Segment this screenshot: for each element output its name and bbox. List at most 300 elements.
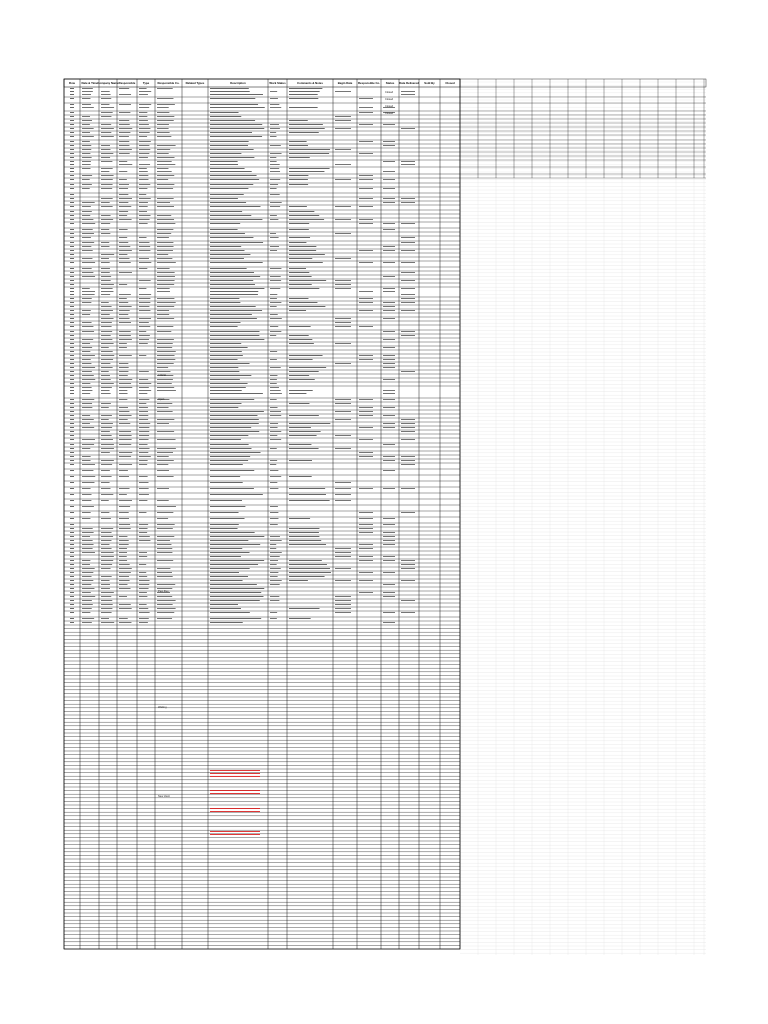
cell-glyphs [70, 223, 74, 224]
cell-glyphs [270, 476, 281, 477]
cell-glyphs [383, 393, 395, 394]
cell-glyphs [289, 415, 319, 416]
cell-glyphs [70, 600, 74, 601]
cell-glyphs [270, 179, 280, 180]
cell-glyphs [157, 242, 173, 243]
cell-glyphs [139, 488, 149, 489]
cell-glyphs [289, 262, 323, 263]
cell-glyphs [101, 128, 114, 129]
cell-glyphs [101, 168, 113, 169]
cell-glyphs [82, 540, 93, 541]
cell-glyphs [359, 399, 373, 400]
cell-glyphs [289, 608, 319, 609]
cell-glyphs [119, 339, 132, 340]
cell-glyphs [210, 120, 255, 121]
cell-glyphs [270, 132, 276, 133]
cell-glyphs [101, 314, 110, 315]
cell-glyphs [401, 600, 415, 601]
cell-glyphs [101, 233, 110, 234]
cell-glyphs [70, 141, 74, 142]
cell-glyphs [70, 326, 74, 327]
cell-glyphs [70, 403, 74, 404]
cell-glyphs [101, 254, 114, 255]
cell-glyphs [82, 379, 95, 380]
cell-glyphs [82, 584, 91, 585]
cell-glyphs [101, 532, 112, 533]
cell-glyphs [139, 423, 150, 424]
cell-glyphs [383, 596, 395, 597]
cell-glyphs [82, 383, 90, 384]
cell-glyphs [101, 107, 114, 108]
cell-glyphs [119, 141, 129, 142]
cell-glyphs [119, 284, 127, 285]
cell-glyphs [70, 294, 74, 295]
cell-glyphs [401, 331, 415, 332]
cell-glyphs [270, 540, 282, 541]
cell-glyphs [119, 411, 129, 412]
cell-glyphs [289, 206, 307, 207]
cell-glyphs [383, 444, 395, 445]
cell-glyphs [210, 298, 239, 299]
cell-glyphs [210, 250, 244, 251]
cell-glyphs [119, 407, 128, 408]
cell-glyphs [157, 343, 173, 344]
cell-glyphs [70, 494, 74, 495]
cell-glyphs [289, 145, 308, 146]
cell-glyphs [82, 291, 95, 292]
cell-label: Closed [385, 98, 394, 101]
cell-glyphs [157, 112, 169, 113]
cell-glyphs [119, 379, 132, 380]
cell-glyphs [270, 584, 280, 585]
cell-glyphs [157, 136, 171, 137]
cell-glyphs [210, 592, 261, 593]
cell-glyphs [210, 211, 242, 212]
cell-glyphs [101, 262, 110, 263]
cell-glyphs [289, 371, 319, 372]
cell-glyphs [70, 564, 74, 565]
cell-glyphs [70, 383, 74, 384]
cell-glyphs [82, 580, 93, 581]
cell-glyphs [101, 596, 111, 597]
cell-glyphs [359, 223, 373, 224]
cell-glyphs [289, 246, 316, 247]
cell-glyphs [70, 452, 74, 453]
cell-glyphs [70, 351, 74, 352]
cell-glyphs [139, 326, 150, 327]
cell-glyphs [210, 161, 238, 162]
cell-glyphs [139, 164, 150, 165]
cell-glyphs [270, 399, 277, 400]
cell-glyphs [157, 584, 175, 585]
cell-glyphs [82, 331, 94, 332]
cell-glyphs [139, 145, 149, 146]
cell-glyphs [401, 456, 415, 457]
cell-label: Closed [385, 105, 394, 108]
cell-glyphs [335, 318, 351, 319]
cell-glyphs [383, 262, 395, 263]
cell-glyphs [70, 524, 74, 525]
cell-glyphs [70, 335, 74, 336]
cell-glyphs [157, 608, 176, 609]
cell-glyphs [119, 528, 131, 529]
cell-glyphs [82, 596, 95, 597]
cell-glyphs [270, 124, 279, 125]
cell-glyphs [119, 470, 128, 471]
column-header: Begin Date [337, 81, 353, 85]
cell-glyphs [70, 194, 74, 195]
cell-glyphs [210, 608, 241, 609]
cell-glyphs [70, 302, 74, 303]
cell-glyphs [139, 262, 151, 263]
cell-glyphs [289, 540, 321, 541]
cell-glyphs [70, 254, 74, 255]
cell-glyphs [289, 431, 321, 432]
cell-glyphs [289, 379, 315, 380]
cell-glyphs [289, 120, 308, 121]
cell-glyphs [101, 284, 114, 285]
cell-glyphs [139, 618, 149, 619]
cell-glyphs [383, 622, 395, 623]
cell-glyphs [383, 544, 395, 545]
cell-glyphs [289, 532, 319, 533]
cell-glyphs [210, 229, 238, 230]
cell-glyphs [210, 233, 245, 234]
cell-glyphs [119, 229, 128, 230]
column-header: Responsible [118, 81, 136, 85]
column-header: Responsible Co. [358, 81, 380, 85]
cell-glyphs [139, 528, 148, 529]
cell-glyphs [335, 552, 351, 553]
highlight-glyphs [210, 790, 260, 791]
cell-glyphs [101, 367, 113, 368]
cell-glyphs [270, 482, 277, 483]
cell-glyphs [70, 488, 74, 489]
cell-glyphs [119, 518, 129, 519]
cell-glyphs [383, 339, 395, 340]
cell-glyphs [139, 211, 147, 212]
cell-glyphs [82, 124, 90, 125]
column-header: Responsible Co. [157, 81, 180, 85]
cell-glyphs [82, 262, 95, 263]
cell-glyphs [157, 528, 173, 529]
cell-glyphs [70, 184, 74, 185]
cell-glyphs [139, 500, 147, 501]
cell-glyphs [70, 379, 74, 380]
cell-glyphs [70, 310, 74, 311]
cell-glyphs [289, 280, 326, 281]
cell-glyphs [210, 223, 240, 224]
cell-glyphs [101, 518, 111, 519]
cell-glyphs [101, 339, 112, 340]
cell-glyphs [101, 452, 110, 453]
cell-glyphs [210, 326, 238, 327]
cell-glyphs [270, 164, 280, 165]
cell-glyphs [401, 288, 415, 289]
cell-glyphs [139, 411, 148, 412]
cell-glyphs [157, 104, 175, 105]
cell-glyphs [210, 284, 255, 285]
cell-glyphs [119, 322, 131, 323]
cell-glyphs [82, 532, 94, 533]
cell-glyphs [139, 132, 150, 133]
cell-glyphs [101, 153, 113, 154]
cell-glyphs [210, 399, 254, 400]
cell-glyphs [157, 596, 172, 597]
cell-glyphs [289, 288, 319, 289]
cell-glyphs [359, 141, 373, 142]
cell-glyphs [70, 568, 74, 569]
cell-glyphs [119, 393, 128, 394]
cell-glyphs [289, 179, 308, 180]
cell-glyphs [139, 536, 150, 537]
cell-glyphs [335, 149, 351, 150]
cell-glyphs [101, 175, 114, 176]
cell-glyphs [70, 322, 74, 323]
cell-glyphs [119, 435, 132, 436]
cell-glyphs [101, 326, 112, 327]
cell-glyphs [119, 120, 129, 121]
cell-glyphs [210, 564, 258, 565]
cell-glyphs [210, 258, 244, 259]
cell-glyphs [270, 548, 276, 549]
cell-glyphs [335, 343, 351, 344]
cell-glyphs [210, 237, 253, 238]
cell-glyphs [70, 215, 74, 216]
cell-glyphs [139, 288, 146, 289]
cell-glyphs [157, 390, 176, 391]
cell-glyphs [101, 584, 110, 585]
cell-glyphs [119, 112, 130, 113]
cell-glyphs [82, 351, 90, 352]
cell-glyphs [119, 494, 127, 495]
cell-glyphs [139, 250, 150, 251]
cell-glyphs [270, 572, 278, 573]
cell-glyphs [383, 161, 395, 162]
column-header: Closed [445, 81, 455, 85]
cell-glyphs [359, 188, 373, 189]
cell-glyphs [101, 310, 113, 311]
cell-glyphs [383, 524, 395, 525]
cell-glyphs [359, 262, 373, 263]
cell-glyphs [70, 604, 74, 605]
cell-glyphs [101, 157, 110, 158]
cell-glyphs [157, 175, 174, 176]
cell-glyphs [101, 94, 111, 95]
cell-glyphs [101, 622, 114, 623]
cell-glyphs [82, 444, 94, 445]
cell-glyphs [270, 390, 281, 391]
cell-glyphs [270, 219, 278, 220]
cell-glyphs [383, 460, 395, 461]
cell-glyphs [210, 215, 251, 216]
cell-glyphs [289, 211, 314, 212]
cell-glyphs [119, 237, 127, 238]
cell-glyphs [157, 262, 176, 263]
cell-glyphs [82, 107, 94, 108]
cell-glyphs [359, 532, 373, 533]
cell-glyphs [70, 157, 74, 158]
cell-glyphs [101, 280, 111, 281]
cell-glyphs [82, 576, 92, 577]
cell-glyphs [210, 128, 264, 129]
cell-glyphs [139, 124, 149, 125]
cell-glyphs [70, 94, 74, 95]
cell-glyphs [335, 580, 351, 581]
cell-glyphs [139, 448, 150, 449]
cell-glyphs [359, 310, 373, 311]
cell-glyphs [270, 580, 282, 581]
cell-glyphs [70, 136, 74, 137]
cell-glyphs [101, 268, 110, 269]
cell-glyphs [157, 198, 174, 199]
cell-glyphs [359, 124, 373, 125]
cell-glyphs [70, 552, 74, 553]
cell-glyphs [335, 288, 351, 289]
cell-glyphs [101, 188, 112, 189]
cell-glyphs [210, 560, 264, 561]
cell-glyphs [289, 242, 306, 243]
cell-glyphs [70, 415, 74, 416]
cell-glyphs [101, 288, 113, 289]
cell-glyphs [210, 427, 251, 428]
cell-glyphs [210, 375, 251, 376]
cell-glyphs [101, 576, 112, 577]
cell-glyphs [270, 600, 279, 601]
cell-glyphs [210, 452, 261, 453]
cell-glyphs [139, 552, 147, 553]
cell-glyphs [139, 524, 148, 525]
cell-glyphs [70, 211, 74, 212]
cell-glyphs [383, 188, 395, 189]
cell-glyphs [335, 128, 351, 129]
cell-glyphs [289, 393, 306, 394]
cell-glyphs [70, 280, 74, 281]
cell-glyphs [289, 367, 326, 368]
cell-glyphs [70, 262, 74, 263]
cell-glyphs [139, 604, 147, 605]
cell-glyphs [70, 107, 74, 108]
cell-glyphs [359, 198, 373, 199]
cell-glyphs [210, 104, 258, 105]
cell-glyphs [383, 556, 395, 557]
cell-glyphs [119, 206, 131, 207]
cell-glyphs [210, 393, 263, 394]
cell-glyphs [157, 298, 174, 299]
cell-glyphs [383, 250, 395, 251]
cell-glyphs [139, 435, 149, 436]
cell-glyphs [359, 298, 373, 299]
cell-glyphs [210, 470, 254, 471]
cell-glyphs [139, 258, 149, 259]
cell-glyphs [82, 237, 91, 238]
cell-glyphs [101, 322, 112, 323]
cell-glyphs [157, 524, 175, 525]
cell-glyphs [401, 250, 415, 251]
cell-glyphs [70, 98, 74, 99]
cell-glyphs [157, 233, 171, 234]
cell-glyphs [270, 294, 277, 295]
cell-glyphs [210, 524, 239, 525]
cell-glyphs [119, 179, 127, 180]
cell-glyphs [289, 460, 312, 461]
cell-glyphs [270, 379, 277, 380]
cell-glyphs [70, 596, 74, 597]
cell-glyphs [101, 427, 112, 428]
header-extension [460, 79, 706, 87]
cell-glyphs [157, 306, 174, 307]
cell-glyphs [289, 91, 320, 92]
highlight-glyphs [210, 808, 260, 809]
cell-glyphs [101, 223, 110, 224]
cell-glyphs [359, 153, 373, 154]
cell-glyphs [270, 184, 278, 185]
cell-glyphs [70, 188, 74, 189]
cell-glyphs [335, 322, 351, 323]
cell-glyphs [383, 572, 395, 573]
cell-glyphs [157, 403, 172, 404]
cell-glyphs [210, 518, 245, 519]
cell-glyphs [119, 184, 129, 185]
cell-glyphs [270, 157, 276, 158]
cell-glyphs [401, 560, 415, 561]
cell-glyphs [82, 500, 91, 501]
cell-glyphs [101, 229, 109, 230]
cell-glyphs [157, 318, 174, 319]
cell-glyphs [335, 556, 351, 557]
cell-glyphs [289, 528, 319, 529]
cell-glyphs [139, 242, 149, 243]
cell-glyphs [383, 415, 395, 416]
cell-glyphs [82, 219, 93, 220]
cell-glyphs [359, 291, 373, 292]
cell-glyphs [139, 302, 150, 303]
column-header: Date & Time [81, 81, 98, 85]
cell-glyphs [210, 604, 238, 605]
cell-label: Open [158, 398, 165, 401]
cell-glyphs [119, 576, 129, 577]
cell-glyphs [139, 431, 149, 432]
cell-glyphs [119, 215, 127, 216]
cell-glyphs [70, 339, 74, 340]
cell-glyphs [70, 556, 74, 557]
cell-glyphs [210, 456, 250, 457]
cell-glyphs [101, 161, 112, 162]
cell-glyphs [70, 120, 74, 121]
cell-glyphs [82, 215, 90, 216]
cell-glyphs [335, 399, 351, 400]
cell-glyphs [139, 88, 147, 89]
cell-glyphs [101, 276, 111, 277]
cell-glyphs [401, 335, 415, 336]
cell-glyphs [101, 331, 112, 332]
cell-glyphs [401, 427, 415, 428]
cell-glyphs [383, 355, 395, 356]
cell-glyphs [70, 171, 74, 172]
cell-glyphs [139, 494, 149, 495]
cell-glyphs [70, 318, 74, 319]
cell-glyphs [157, 339, 174, 340]
cell-glyphs [82, 339, 93, 340]
cell-glyphs [70, 288, 74, 289]
cell-glyphs [210, 612, 250, 613]
cell-glyphs [82, 506, 94, 507]
cell-glyphs [335, 608, 351, 609]
cell-glyphs [157, 448, 176, 449]
cell-glyphs [119, 568, 132, 569]
cell-glyphs [270, 188, 277, 189]
cell-glyphs [70, 149, 74, 150]
